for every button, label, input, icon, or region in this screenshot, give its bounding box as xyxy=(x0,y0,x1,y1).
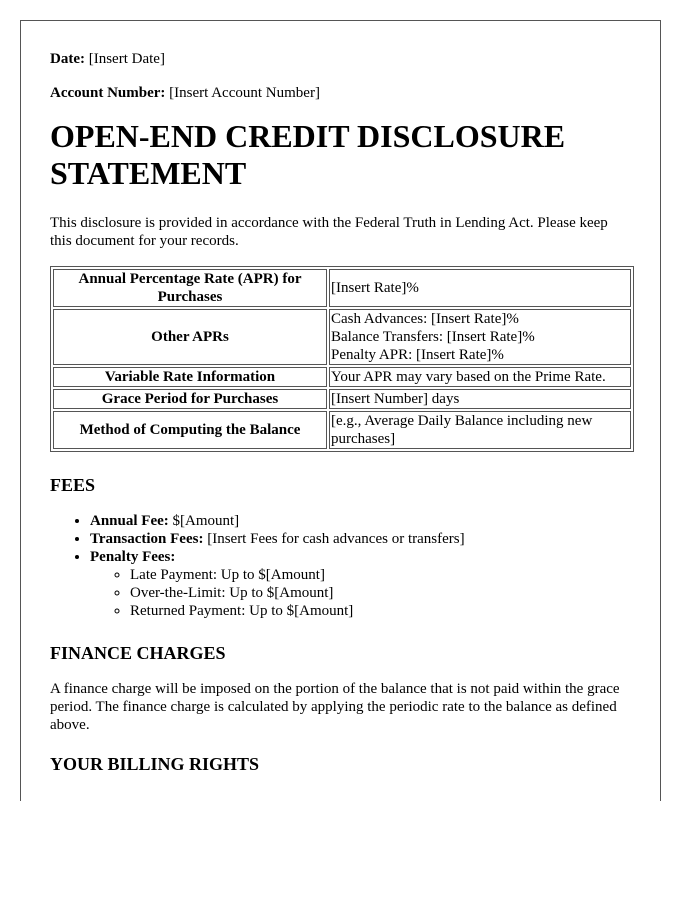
date-label: Date: xyxy=(50,51,85,67)
fees-list xyxy=(50,512,632,620)
document-title: OPEN-END CREDIT DISCLOSURE STATEMENT xyxy=(50,118,566,191)
balance-method-value: [e.g., Average Daily Balance including new purchases] xyxy=(329,411,631,449)
cash-advances-apr: Cash Advances: [Insert Rate]% xyxy=(331,311,519,327)
list-item: ◦ Returned Payment: Up to $[Amount] xyxy=(130,602,632,620)
table-row xyxy=(53,367,631,387)
annual-fee-label: Annual Fee: xyxy=(90,513,169,529)
account-number-line xyxy=(50,84,632,102)
table-row xyxy=(53,389,631,409)
penalty-fees-list xyxy=(90,566,632,620)
document-frame xyxy=(20,20,661,801)
account-number-value: [Insert Account Number] xyxy=(165,85,320,101)
table-row xyxy=(53,269,631,307)
fees-heading: FEES xyxy=(50,475,96,495)
annual-fee-value: $[Amount] xyxy=(168,513,240,529)
intro-paragraph: This disclosure is provided in accordance with the Federal Truth in Lending Act. Please keep this document for your records. xyxy=(50,215,608,249)
apr-label: Annual Percentage Rate (APR) for Purchases xyxy=(53,269,327,307)
other-aprs-label: Other APRs xyxy=(53,309,327,365)
document xyxy=(21,21,660,775)
list-item xyxy=(90,530,632,548)
account-number-label: Account Number: xyxy=(50,85,166,101)
other-aprs-value xyxy=(329,309,631,365)
list-item: ◦ Over-the-Limit: Up to $[Amount] xyxy=(130,584,632,602)
billing-rights-heading: YOUR BILLING RIGHTS xyxy=(50,754,260,774)
list-item xyxy=(90,512,632,530)
balance-method-label: Method of Computing the Balance xyxy=(53,411,327,449)
grace-period-label: Grace Period for Purchases xyxy=(53,389,327,409)
list-item xyxy=(90,548,632,620)
finance-charges-paragraph: A finance charge will be imposed on the portion of the balance that is not paid within the grace period. The finance charge is calculated by applying the periodic rate to the balance as defined above. xyxy=(50,681,620,733)
finance-charges-heading: FINANCE CHARGES xyxy=(50,643,226,663)
date-value: [Insert Date] xyxy=(84,51,165,67)
table-row xyxy=(53,309,631,365)
credit-terms-table xyxy=(50,266,634,452)
grace-period-value: [Insert Number] days xyxy=(329,389,631,409)
list-item: ◦ Late Payment: Up to $[Amount] xyxy=(130,566,632,584)
table-row xyxy=(53,411,631,449)
variable-rate-value: Your APR may vary based on the Prime Rate. xyxy=(329,367,631,387)
transaction-fees-label: Transaction Fees: xyxy=(90,531,204,547)
transaction-fees-value: [Insert Fees for cash advances or transfers] xyxy=(203,531,465,547)
balance-transfers-apr: Balance Transfers: [Insert Rate]% xyxy=(331,329,535,345)
penalty-apr: Penalty APR: [Insert Rate]% xyxy=(331,347,504,363)
penalty-fees-label: Penalty Fees: xyxy=(90,549,176,565)
date-line xyxy=(50,50,632,68)
apr-value: [Insert Rate]% xyxy=(329,269,631,307)
variable-rate-label: Variable Rate Information xyxy=(53,367,327,387)
